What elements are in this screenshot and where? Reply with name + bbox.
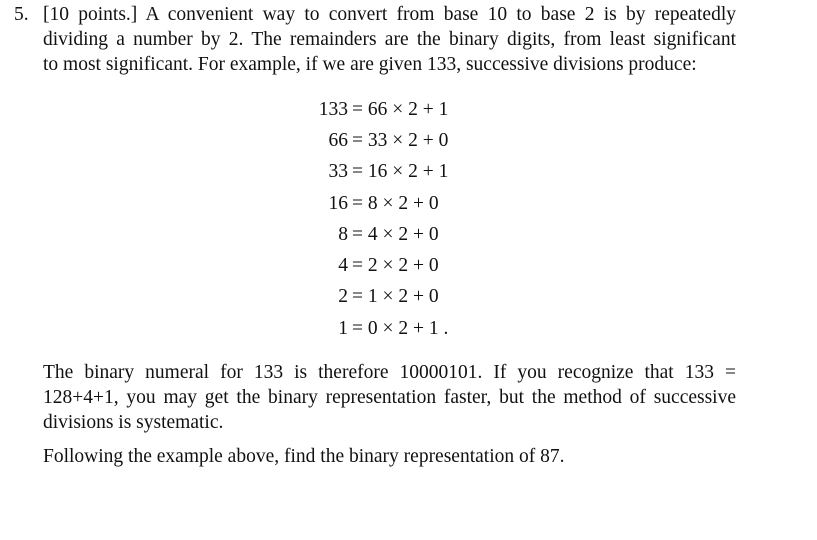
equation-lhs: 66 (328, 129, 348, 151)
equation-lhs: 4 (338, 255, 348, 277)
equation-rhs: = 66 × 2 + 1 (352, 98, 449, 120)
equation-row (300, 313, 448, 344)
equation-row (300, 94, 448, 125)
intro-line: [10 points.] A convenient way to convert from base 10 to base 2 is by repeatedly (43, 4, 736, 25)
equation-lhs: 16 (328, 192, 348, 214)
equation-rhs: = 8 × 2 + 0 (352, 192, 439, 214)
equation-lhs: 8 (338, 223, 348, 245)
equation-rhs: = 33 × 2 + 0 (352, 129, 449, 151)
equation-row (300, 188, 448, 219)
problem-number: 5. (14, 4, 29, 25)
equation-rhs: = 0 × 2 + 1 . (352, 317, 449, 339)
intro-line: to most significant. For example, if we are given 133, successive divisions produce: (43, 54, 697, 75)
equation-lhs: 33 (328, 161, 348, 183)
equation-lhs: 1 (338, 317, 348, 339)
conclusion-line: The binary numeral for 133 is therefore 10000101. If you recognize that 133 = (43, 362, 736, 383)
equation-row (300, 219, 448, 250)
problem-intro (43, 2, 736, 77)
equation-row (300, 125, 448, 156)
equation-rhs: = 4 × 2 + 0 (352, 223, 439, 245)
conclusion-line: divisions is systematic. (43, 412, 224, 433)
intro-line: dividing a number by 2. The remainders are the binary digits, from least significant (43, 29, 736, 50)
conclusion-paragraph (43, 360, 736, 435)
task-statement: Following the example above, find the binary representation of 87. (43, 446, 565, 467)
equation-row (300, 157, 448, 188)
equation-rhs: = 1 × 2 + 0 (352, 286, 439, 308)
equation-rhs: = 2 × 2 + 0 (352, 255, 439, 277)
equation-row (300, 250, 448, 281)
equation-lhs: 133 (318, 98, 348, 120)
conclusion-line: 128+4+1, you may get the binary representation faster, but the method of successive (43, 387, 736, 408)
equation-lhs: 2 (338, 286, 348, 308)
equation-row (300, 282, 448, 313)
equation-rhs: = 16 × 2 + 1 (352, 161, 449, 183)
division-equations (300, 94, 448, 344)
